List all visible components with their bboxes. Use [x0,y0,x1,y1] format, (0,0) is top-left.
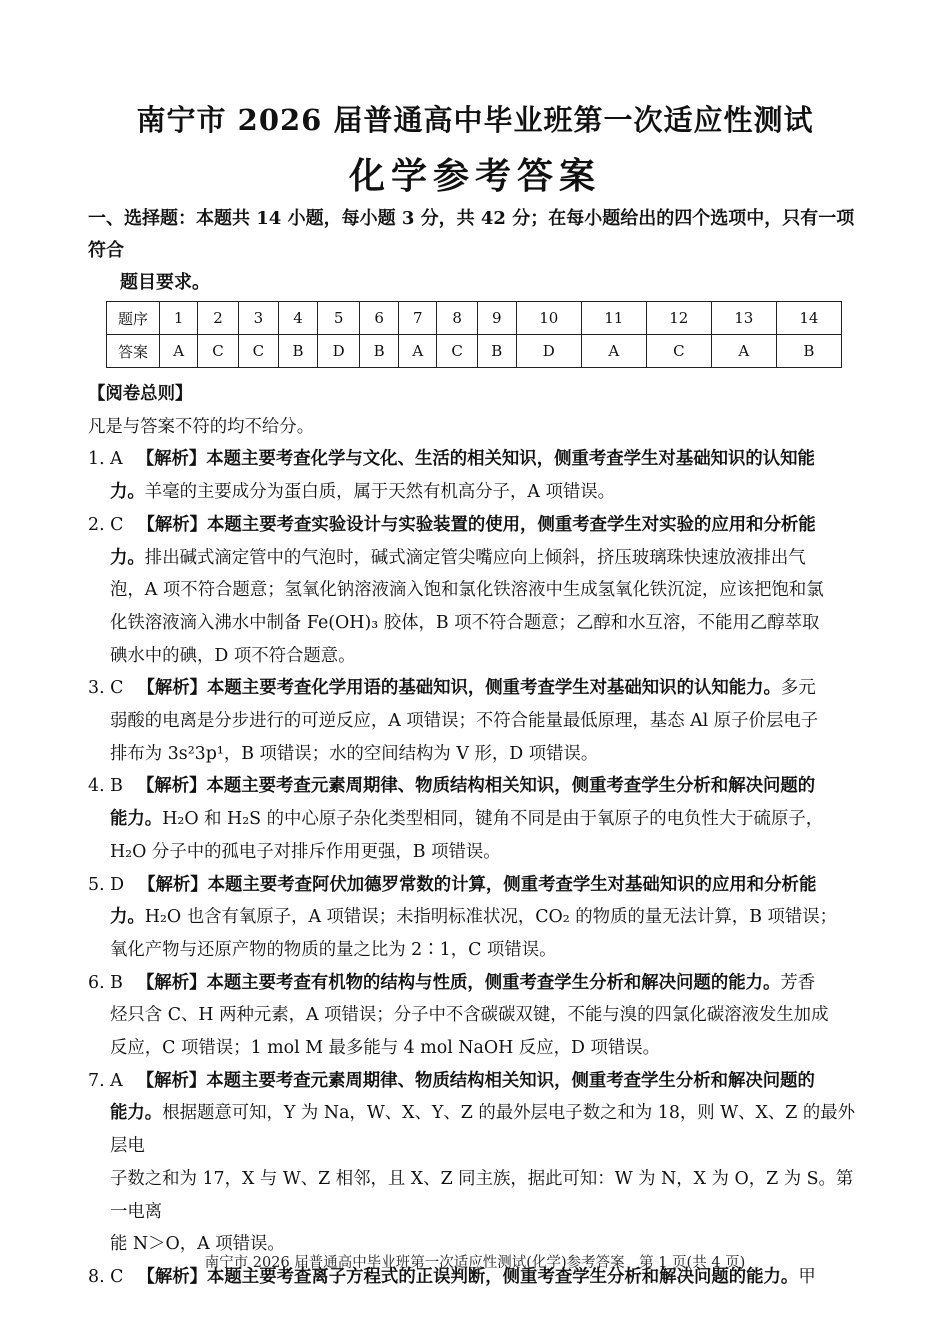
question-number: 10 [516,302,581,335]
item-tag: 【解析】 [136,449,207,470]
item-detail: 反应，C 项错误；1 mol M 最多能与 4 mol NaOH 反应，D 项错误。 [110,1038,661,1059]
item-detail: 根据题意可知，Y 为 Na，W、X、Y、Z 的最外层电子数之和为 18，则 W、X、Z 的最外层电 [110,1103,856,1157]
item-number: 1. A [88,449,123,470]
item-detail: 碘水中的碘，D 项不符合题意。 [110,645,356,666]
item-tag: 【解析】 [137,678,208,699]
section-heading-line1: 一、选择题：本题共 14 小题，每小题 3 分，共 42 分；在每小题给出的四个选项中，只有一项符合 [88,208,855,261]
question-number: 3 [238,302,278,335]
item-detail: 能 N＞O，A 项错误。 [110,1234,285,1255]
answer-cell: D [318,335,360,368]
question-number: 13 [711,302,776,335]
item-number: 3. C [88,678,124,699]
item-summary-end: 力。 [110,482,145,503]
item-detail: 多元 [780,678,816,699]
item-detail: 泡，A 项不符合题意；氢氧化钠溶液滴入饱和氯化铁溶液中生成氢氧化铁沉淀，应该把饱和氯 [110,580,824,601]
explanation-item-4 [88,770,864,868]
item-number: 5. D [88,874,125,895]
answer-cell: A [581,335,646,368]
answer-table [106,301,842,368]
explanation-item-6 [88,967,864,1065]
rules-heading: 【阅卷总则】 [88,384,193,404]
answer-cell: A [711,335,776,368]
question-number: 2 [198,302,238,335]
section-heading-line2: 题目要求。 [120,272,210,293]
item-summary-end: 力。 [110,547,145,568]
page-footer: 南宁市 2026 届普通高中毕业班第一次适应性测试(化学)参考答案 第 1 页(共 4 页) [204,1255,746,1271]
answer-table-number-row [107,302,842,335]
item-tag: 【解析】 [136,1070,207,1091]
explanation-item-2 [88,509,864,673]
answer-cell: B [776,335,841,368]
item-tag: 【解析】 [138,874,208,895]
item-tag: 【解析】 [137,514,208,535]
item-summary-end: 能力。 [110,809,163,830]
answer-table-answer-row [107,335,842,368]
section-heading [88,203,868,299]
item-number: 7. A [88,1070,123,1091]
item-detail: 羊毫的主要成分为蛋白质，属于天然有机高分子，A 项错误。 [144,482,616,503]
answer-cell: B [477,335,516,368]
answer-cell: A [160,335,198,368]
answer-cell: C [646,335,711,368]
item-summary: 本题主要考查有机物的结构与性质，侧重考查学生分析和解决问题的能力。 [206,972,781,993]
item-summary: 本题主要考查化学与文化、生活的相关知识，侧重考查学生对基础知识的认知能 [206,449,815,470]
question-number: 12 [646,302,711,335]
question-number: 9 [477,302,516,335]
question-number: 5 [318,302,360,335]
item-detail: 弱酸的电离是分步进行的可逆反应，A 项错误；不符合能量最低原理，基态 Al 原子价层电子 [110,711,819,732]
explanation-item-7 [88,1065,864,1261]
item-detail: H₂O 也含有氧原子，A 项错误；未指明标准状况，CO₂ 的物质的量无法计算，B 项错误； [144,907,838,928]
item-detail: 烃只含 C、H 两种元素，A 项错误；分子中不含碳碳双键，不能与溴的四氯化碳溶液发生加成 [110,1005,829,1026]
question-number: 14 [776,302,841,335]
answer-cell: C [198,335,238,368]
item-detail: 排布为 3s²3p¹，B 项错误；水的空间结构为 V 形，D 项错误。 [110,743,599,764]
rules-text: 凡是与答案不符的均不给分。 [88,416,315,437]
item-detail: H₂O 和 H₂S 的中心原子杂化类型相同，键角不同是由于氧原子的电负性大于硫原子， [162,809,824,830]
item-detail: H₂O 分子中的孤电子对排斥作用更强，B 项错误。 [110,841,501,862]
row-label-answer: 答案 [107,335,160,368]
row-label-number: 题序 [107,302,160,335]
item-summary-end: 能力。 [110,1103,163,1124]
item-detail: 芳香 [780,972,816,993]
item-detail: 甲 [798,1266,816,1287]
answer-cell: C [238,335,278,368]
question-number: 11 [581,302,646,335]
question-number: 6 [360,302,399,335]
explanation-item-5 [88,869,864,967]
item-number: 8. C [88,1266,124,1287]
item-detail: 化铁溶液滴入沸水中制备 Fe(OH)₃ 胶体，B 项不符合题意；乙醇和水互溶，不能用乙醇萃取 [110,612,820,633]
item-tag: 【解析】 [136,972,207,993]
item-summary: 本题主要考查化学用语的基础知识，侧重考查学生对基础知识的认知能力。 [207,678,781,699]
item-number: 2. C [88,514,124,535]
item-summary-end: 力。 [110,907,145,928]
answer-cell: C [437,335,477,368]
explanation-item-3 [88,672,864,770]
item-summary: 本题主要考查离子方程式的正误判断，侧重考查学生分析和解决问题的能力。 [207,1266,799,1287]
question-number: 8 [437,302,477,335]
item-summary: 本题主要考查实验设计与实验装置的使用，侧重考查学生对实验的应用和分析能 [207,514,816,535]
answer-cell: B [360,335,399,368]
document-subtitle: 化学参考答案 [348,155,601,197]
answer-cell: B [279,335,318,368]
item-tag: 【解析】 [137,1266,208,1287]
item-detail: 子数之和为 17，X 与 W、Z 相邻，且 X、Z 同主族，据此可知：W 为 N，X 为 O，Z 为 S。第一电离 [110,1168,854,1222]
document-title: 南宁市 2026 届普通高中毕业班第一次适应性测试 [136,103,814,137]
item-tag: 【解析】 [136,776,207,797]
item-summary: 本题主要考查元素周期律、物质结构相关知识，侧重考查学生分析和解决问题的 [206,776,816,797]
question-number: 1 [160,302,198,335]
question-number: 4 [279,302,318,335]
item-summary: 本题主要考查阿伏加德罗常数的计算，侧重考查学生对基础知识的应用和分析能 [207,874,817,895]
item-number: 6. B [88,972,123,993]
answer-cell: A [399,335,437,368]
question-number: 7 [399,302,437,335]
explanations [88,378,864,1294]
answer-cell: D [516,335,581,368]
explanation-item-1 [88,443,864,508]
item-summary: 本题主要考查元素周期律、物质结构相关知识，侧重考查学生分析和解决问题的 [206,1070,815,1091]
item-number: 4. B [88,776,123,797]
item-detail: 氧化产物与还原产物的物质的量之比为 2∶1，C 项错误。 [110,939,557,960]
item-detail: 排出碱式滴定管中的气泡时，碱式滴定管尖嘴应向上倾斜，挤压玻璃珠快速放液排出气 [144,547,806,568]
